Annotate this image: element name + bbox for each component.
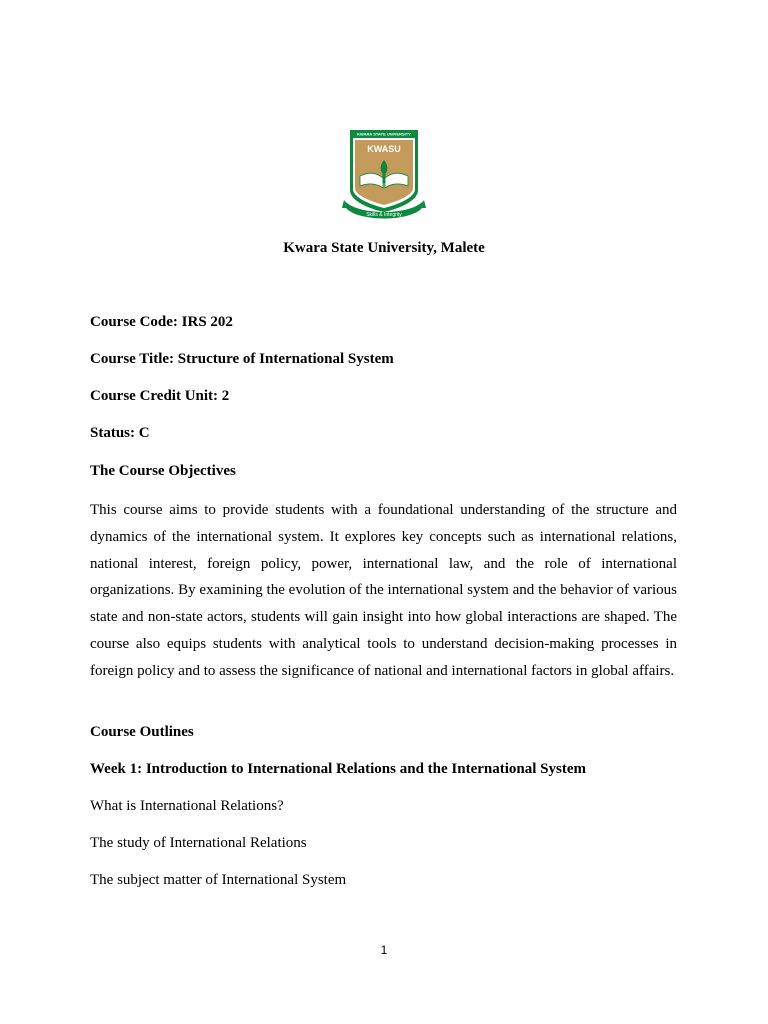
kwasu-logo bbox=[342, 128, 426, 224]
objectives-heading: The Course Objectives bbox=[90, 463, 236, 479]
page-number: 1 bbox=[380, 943, 388, 957]
course-status: Status: C bbox=[90, 425, 150, 441]
course-title: Course Title: Structure of International System bbox=[90, 351, 394, 367]
logo-top-text: KWARA STATE UNIVERSITY bbox=[357, 131, 411, 137]
logo-motto-text: Skills & Integrity bbox=[366, 212, 402, 218]
outline-item: The subject matter of International System bbox=[90, 872, 347, 888]
course-credit-unit: Course Credit Unit: 2 bbox=[90, 388, 230, 404]
outlines-heading: Course Outlines bbox=[90, 724, 194, 740]
outline-item: The study of International Relations bbox=[90, 835, 307, 851]
course-code: Course Code: IRS 202 bbox=[90, 314, 233, 330]
week-1-title: Week 1: Introduction to International Relations and the International System bbox=[90, 761, 586, 777]
logo-name-text: KWASU bbox=[367, 144, 401, 154]
university-name: Kwara State University, Malete bbox=[283, 240, 485, 256]
objectives-paragraph: This course aims to provide students with a foundational understanding of the structure and dynamics of the international system. It explores key concepts such as international relations, national interest, foreign policy, power, international law, and the role of international organizations. By examining the evolution of the international system and the behavior of various state and non-state actors, students will gain insight into how global interactions are shaped. The course also equips students with analytical tools to understand decision-making processes in foreign policy and to assess the significance of national and international factors in global affairs. bbox=[90, 502, 677, 679]
outline-item: What is International Relations? bbox=[90, 798, 284, 814]
